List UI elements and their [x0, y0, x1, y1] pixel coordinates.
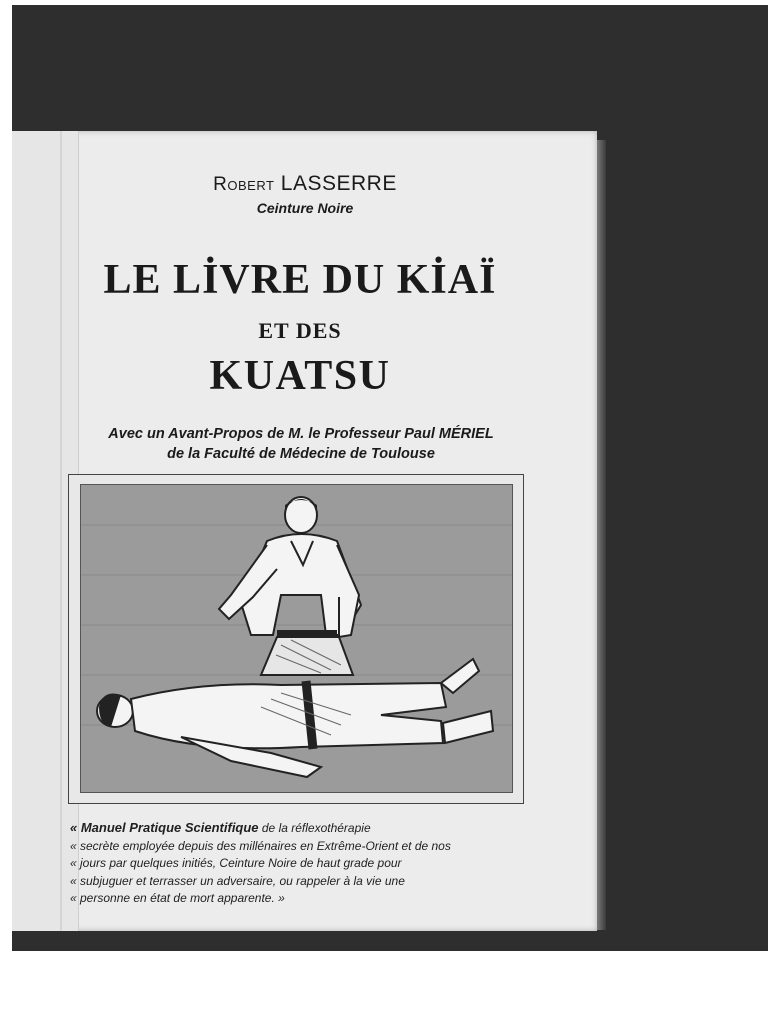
quote-line-5: « personne en état de mort apparente. »	[70, 891, 285, 905]
judoka-illustration-graphic	[81, 485, 512, 792]
book-title-line-3: KUATSU	[209, 353, 391, 399]
quote-lead: « Manuel Pratique Scientifique	[70, 820, 259, 835]
description-quote	[70, 819, 520, 908]
fold-line	[60, 131, 62, 931]
author-first-name: Robert	[213, 174, 275, 195]
author-name	[120, 172, 490, 196]
quote-line-3: « jours par quelques initiés, Ceinture Noire de haut grade pour	[70, 856, 402, 870]
quote-line-1	[70, 819, 520, 838]
kuatsu-illustration	[80, 484, 513, 793]
book-title-line-2: ET DES	[258, 318, 342, 343]
foreword-line-2: de la Faculté de Médecine de Toulouse	[167, 446, 435, 462]
quote-line-2: « secrète employée depuis des millénaires en Extrême-Orient et de nos	[70, 838, 451, 853]
author-rank: Ceinture Noire	[256, 200, 354, 216]
quote-line-1-rest: de la réflexothérapie	[258, 821, 371, 835]
quote-line-4: « subjuguer et terrasser un adversaire, ou rappeler à la vie une	[70, 873, 405, 888]
author-last-name: LASSERRE	[280, 172, 397, 195]
foreword-line-1: Avec un Avant-Propos de M. le Professeur Paul MÉRIEL	[108, 426, 494, 442]
book-title-line-1: LE LİVRE DU KİAÏ	[103, 257, 497, 303]
foreword-credit	[66, 424, 536, 464]
